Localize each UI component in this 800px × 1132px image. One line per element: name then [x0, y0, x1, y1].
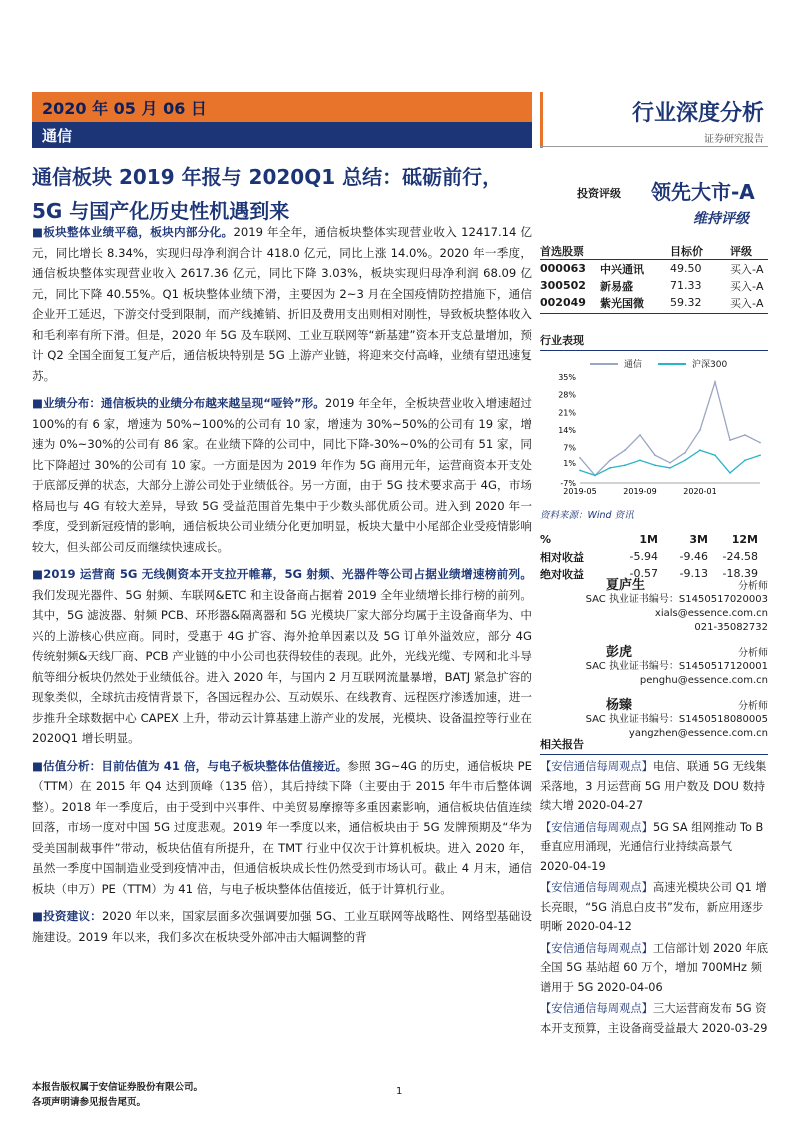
y-tick-label: 7%	[563, 443, 576, 453]
data-point	[714, 381, 716, 383]
data-point	[684, 459, 686, 461]
x-tick-label: 2020-01	[683, 487, 717, 496]
paragraph-text: 我们发现光器件、5G 射频、车联网&ETC 和主设备商占据着 2019 全年业绩增长排行榜的前列。其中，5G 滤波器、射频 PCB、环形器&隔离器和 5G 光模块厂家大部分均属于主设备商华为、中兴的上游核心供应商。同时，受惠于 4G 扩容、海外抢单因素以及 5G 订单外溢效应，部分 4G 传统射频&天线厂商、PCB 产业链的中小公司也获得较佳的表现。此外，光线光缆、专网和北斗导航等细分板块仍然处于业绩低谷。进入 2020 年，与国内 2 月互联网流量暴增，BATJ 紧急扩容的现象类似，全球抗击疫情背景下，各国远程办公、互动娱乐、在线教育、远程医疗渗透加速，进一步推升全球数据中心 CAPEX 上升，带动云计算基建上游产业的发展，光模块、设备温控等行业在 2020Q1 增长明显。	[32, 587, 532, 745]
report-date: 2020 年 05 月 06 日	[42, 99, 207, 118]
stocks-col-rating: 评级	[730, 244, 752, 258]
analyst-header	[540, 641, 768, 660]
date-row	[32, 92, 532, 122]
data-point	[654, 454, 656, 456]
data-point	[654, 464, 656, 466]
data-point	[624, 449, 626, 451]
data-point	[669, 467, 671, 469]
stock-code: 002049	[540, 296, 586, 309]
stock-price: 59.32	[670, 296, 702, 309]
section-title: 相关报告	[540, 736, 768, 755]
divider	[540, 313, 768, 314]
data-point	[594, 475, 596, 477]
analyst-header	[540, 694, 768, 713]
report-tag: 【安信通信每周观点】	[540, 881, 653, 894]
stock-name: 紫光国微	[600, 296, 644, 310]
rating-value: 领先大市-A	[651, 180, 755, 204]
y-tick-label: 35%	[558, 373, 576, 382]
stock-name: 中兴通讯	[600, 262, 644, 276]
report-tag: 【安信通信每周观点】	[540, 941, 653, 955]
data-point	[744, 434, 746, 436]
body-paragraph	[32, 393, 532, 557]
analyst-name: 夏庐生	[606, 578, 646, 593]
report-type-box	[540, 92, 768, 148]
returns-value: -5.94	[629, 550, 658, 563]
page-number: 1	[396, 1086, 403, 1097]
y-tick-label: 14%	[558, 426, 576, 435]
industry-performance	[540, 332, 768, 582]
legend-swatch	[658, 363, 686, 365]
report-tag: 【安信通信每周观点】	[540, 820, 653, 834]
analyst-sac: SAC 执业证书编号：S1450517120001	[585, 661, 768, 672]
data-point	[714, 454, 716, 456]
footer-disclaimer	[32, 1080, 203, 1110]
body-paragraph	[32, 756, 532, 900]
paragraph-text: 2020 年以来，国家层面多次强调要加强 5G、工业互联网等战略性、网络型基础设施建设。2019 年以来，我们多次在板块受外部冲击大幅调整的背	[32, 909, 532, 944]
analyst-role: 分析师	[738, 648, 768, 659]
sector-label: 通信	[42, 127, 73, 145]
report-text: 三大运营商发布 5G 资本开支预算，主设备商受益最大 2020-03-29	[540, 1002, 768, 1035]
paragraph-text: 2019 年全年，通信板块整体实现营业收入 12417.14 亿元，同比增长 8.34%，实现归母净利润合计 418.0 亿元，同比上涨 14.0%。2020 年一季度，通信板块整体实现营业收入 2617.36 亿元，同比下降 3.03%，板块实现归母净利润 68.09 亿元，同比下降 40.55%。Q1 板块整体业绩下滑，主要因为 2~3 月在全国疫情防控措施下，通信企业开工延迟，下游交付受到限制，而产线摊销、折旧及费用支出则相对刚性，导致板块整体收入和毛利率有所下滑。但是，2020 年 5G 及车联网、工业互联网等“新基建”资本开支总量增加，预计 Q2 全国全面复工复产后，通信板块特别是 5G 上游产业链，将迎来交付高峰，业绩有望迅速复苏。	[32, 225, 532, 383]
data-point	[729, 472, 731, 474]
body-paragraph	[32, 564, 532, 749]
report-text: 5G SA 组网推动 To B 垂直应用涌现，光通信行业持续高景气 2020-04-19	[540, 820, 764, 873]
related-report-link[interactable]	[540, 999, 768, 1038]
returns-value: -9.13	[679, 567, 708, 580]
report-tag: 【安信通信每周观点】	[540, 760, 653, 773]
data-point	[579, 469, 581, 471]
data-point	[639, 459, 641, 461]
paragraph-text: 参照 3G~4G 的历史，通信板块 PE（TTM）在 2015 年 Q4 达到顶峰（135 倍），其后持续下降（主要由于 2015 年牛市后整体调整）。2018 年一季度后，由于受到中兴事件、中美贸易摩擦等多重因素影响，通信板块估值连续回落，市场一度对中国 5G 过度悲观。2019 年一季度以来，通信板块由于 5G 发牌预期及“华为受美国制裁事件”带动，板块估值有所提升，在 TMT 行业中仅次于计算机板块。进入 2020 年，虽然一季度中国制造业受到疫情冲击，但通信板块成长性仍然受到市场认可。截止 4 月末，通信板块（申万）PE（TTM）为 41 倍，与电子板块整体估值接近，低于计算机行业。	[32, 758, 532, 896]
preferred-stocks	[540, 242, 768, 314]
returns-value: -9.46	[679, 550, 708, 563]
report-tag: 【安信通信每周观点】	[540, 1002, 653, 1015]
analyst-phone: 021-35082732	[694, 622, 768, 633]
data-point	[759, 442, 761, 444]
report-subtype: 证券研究报告	[704, 134, 764, 145]
chart-legend	[590, 357, 727, 370]
y-tick-label: 21%	[558, 408, 576, 418]
returns-row	[540, 548, 768, 565]
stock-price: 71.33	[670, 279, 702, 292]
data-source: 资料来源：Wind 资讯	[540, 510, 634, 521]
data-point	[744, 459, 746, 461]
analyst-email[interactable]: xials@essence.com.cn	[654, 608, 768, 619]
data-point	[699, 449, 701, 451]
footer-line: 本报告版权属于安信证券股份有限公司。	[32, 1082, 204, 1093]
data-point	[579, 457, 581, 459]
analysts	[540, 574, 768, 741]
returns-col: %	[540, 533, 552, 546]
footer-line: 各项声明请参见报告尾页。	[32, 1097, 147, 1108]
y-tick-label: 1%	[563, 458, 576, 468]
body-paragraph	[32, 222, 532, 386]
legend-label: 沪深300	[692, 360, 728, 370]
report-text: 电信、联通 5G 无线集采落地，3 月运营商 5G 用户数及 DOU 数持续大增 2020-04-27	[540, 760, 767, 812]
stock-rating: 买入-A	[730, 262, 764, 276]
data-point	[729, 439, 731, 441]
analyst-name: 彭虎	[606, 645, 633, 660]
paragraph-text: 2019 年全年，全板块营业收入增速超过 100%的有 6 家，增速为 50%~100%的公司有 10 家，增速为 30%~50%的公司有 19 家，增速为 0%~30%的公司有 86 家。在业绩下降的公司中，同比下降-30%~0%的公司有 51 家，同比下降超过 30%的公司有 10 家。一方面是因为 2019 年作为 5G 商用元年，运营商资本开支处于底部反弹的状态，大部分上游公司处于业绩低谷。另一方面，由于 5G 技术要求高于 4G，市场格局也与 4G 有较大差异，导致 5G 受益范围首先集中于少数头部优质公司。进入到 2020 年一季度，受到新冠疫情的影响，通信板块公司业绩分化更加明显，板块大量中小尾部企业受疫情影响较大，但头部公司反而继续快速成长。	[32, 396, 532, 554]
returns-value: -24.58	[722, 550, 758, 563]
y-tick-label: 28%	[558, 390, 576, 400]
stock-row	[540, 260, 768, 277]
stock-name: 新易盛	[600, 279, 633, 293]
returns-col: 1M	[639, 533, 658, 546]
report-title: 通信板块 2019 年报与 2020Q1 总结：砥砺前行，5G 与国产化历史性机遇到来	[32, 165, 503, 223]
paragraph-lead: ■板块整体业绩平稳，板块内部分化。	[32, 225, 234, 239]
stock-code: 300502	[540, 279, 586, 292]
related-report-link[interactable]	[540, 757, 768, 816]
analyst-header	[540, 574, 768, 593]
stock-row	[540, 277, 768, 294]
report-text: 工信部计划 2020 年底全国 5G 基站超 60 万个，增加 700MHz 频谱用于 5G 2020-04-06	[540, 941, 768, 994]
section-title: 行业表现	[540, 332, 768, 351]
related-reports	[540, 736, 768, 1038]
stock-rating: 买入-A	[730, 296, 764, 310]
paragraph-lead: ■估值分析：目前估值为 41 倍，与电子板块整体估值接近。	[32, 758, 348, 773]
returns-label: 相对收益	[540, 550, 584, 564]
data-point	[639, 434, 641, 436]
report-text: 高速光模块公司 Q1 增长亮眼，“5G 消息白皮书”发布，新应用逐步明晰 2020-04-12	[540, 881, 767, 933]
stocks-header	[540, 242, 768, 260]
returns-col: 3M	[689, 533, 708, 546]
analyst-sac: SAC 执业证书编号：S1450517020003	[585, 594, 768, 605]
data-point	[684, 452, 686, 454]
stocks-col-price: 目标价	[670, 244, 703, 258]
legend-label: 通信	[624, 360, 643, 370]
x-tick-label: 2019-05	[563, 487, 597, 496]
analyst-role: 分析师	[738, 581, 768, 592]
performance-chart	[540, 355, 768, 505]
header-bar	[32, 92, 532, 148]
analyst-name: 杨臻	[606, 698, 633, 713]
line-chart	[540, 355, 768, 505]
data-point	[609, 459, 611, 461]
divider	[540, 146, 768, 147]
stock-code: 000063	[540, 262, 586, 275]
paragraph-lead: ■业绩分布：通信板块的业绩分布越来越呈现“哑铃”形。	[32, 396, 325, 410]
legend-swatch	[590, 363, 618, 365]
report-type: 行业深度分析	[631, 101, 764, 126]
rating-label: 投资评级	[577, 187, 621, 200]
y-tick-label: -7%	[560, 479, 576, 488]
data-point	[669, 462, 671, 464]
stock-rating: 买入-A	[730, 279, 764, 293]
returns-value: -0.57	[629, 567, 658, 580]
analyst-sac: SAC 执业证书编号：S1450518080005	[585, 714, 768, 725]
data-point	[699, 429, 701, 431]
x-tick-label: 2019-09	[623, 487, 657, 496]
data-point	[624, 464, 626, 466]
sector-row	[32, 122, 532, 148]
related-report-link[interactable]	[540, 939, 768, 998]
returns-col: 12M	[731, 533, 758, 546]
analyst-role: 分析师	[738, 701, 768, 712]
stocks-col-name: 首选股票	[540, 244, 584, 258]
stock-row	[540, 294, 768, 311]
related-report-link[interactable]	[540, 878, 768, 937]
related-report-link[interactable]	[540, 818, 768, 877]
analyst-email[interactable]: yangzhen@essence.com.cn	[628, 728, 768, 739]
paragraph-lead: ■2019 运营商 5G 无线侧资本开支拉开帷幕，5G 射频、光器件等公司占据业绩增速榜前列。	[32, 567, 532, 581]
body-paragraph	[32, 906, 532, 947]
series-line-0	[580, 382, 760, 475]
main-body	[32, 222, 532, 954]
data-point	[759, 454, 761, 456]
returns-header	[540, 531, 768, 548]
returns-label: 绝对收益	[540, 567, 584, 581]
rating-sub: 维持评级	[693, 211, 749, 227]
paragraph-lead: ■投资建议：	[32, 909, 102, 923]
stock-price: 49.50	[670, 262, 702, 275]
data-point	[609, 467, 611, 469]
analyst-email[interactable]: penghu@essence.com.cn	[639, 675, 768, 686]
returns-value: -18.39	[722, 567, 758, 580]
